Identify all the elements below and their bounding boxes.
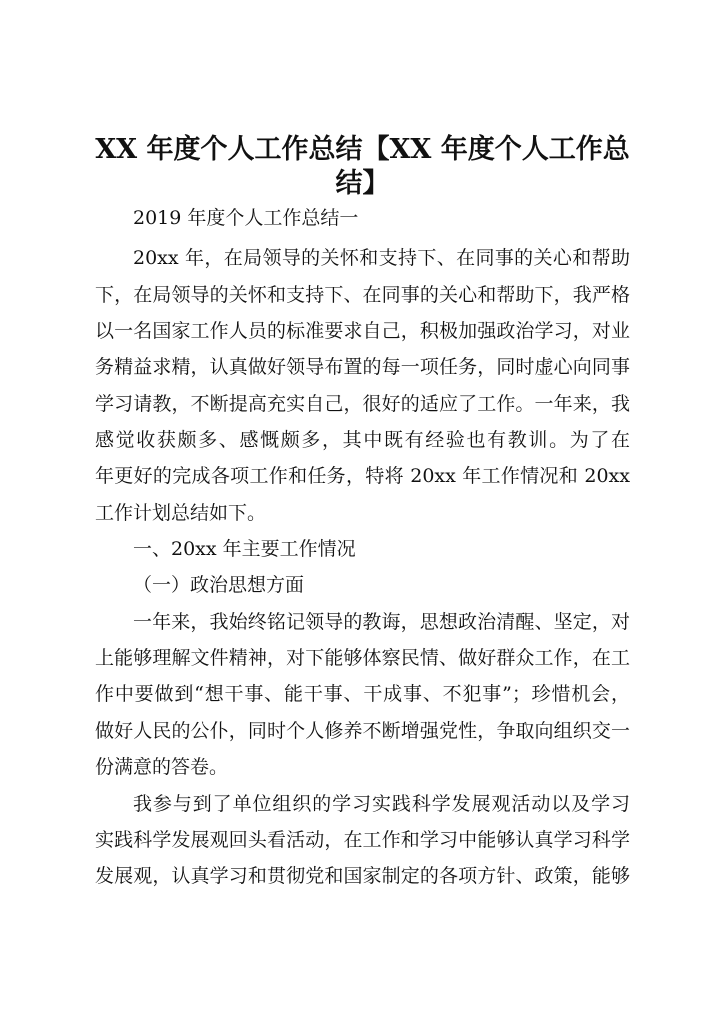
title-line-1: XX 年度个人工作总结【XX 年度个人工作总 xyxy=(95,134,630,165)
heading-line: （一）政治思想方面 xyxy=(133,574,305,597)
body-line: 20xx 年，在局领导的关怀和支持下、在同事的关心和帮助 xyxy=(133,247,630,270)
body-line: 务精益求精，认真做好领导布置的每一项任务，同时虚心向同事 xyxy=(95,356,630,379)
document-title xyxy=(95,133,630,201)
body-line: 下，在局领导的关怀和支持下、在同事的关心和帮助下，我严格 xyxy=(95,283,630,306)
body-line: 我参与到了单位组织的学习实践科学发展观活动以及学习 xyxy=(133,792,630,815)
paragraph-subtitle xyxy=(95,200,630,236)
body-line: 2019 年度个人工作总结一 xyxy=(133,207,359,229)
body-line: 一年来，我始终铭记领导的教诲，思想政治清醒、坚定，对 xyxy=(133,610,630,633)
body-line: 以一名国家工作人员的标准要求自己，积极加强政治学习，对业 xyxy=(95,320,630,343)
body-line: 感觉收获颇多、感慨颇多，其中既有经验也有教训。为了在 xyxy=(95,429,630,452)
body-line: 做好人民的公仆，同时个人修养不断增强党性，争取向组织交一 xyxy=(95,719,630,742)
heading-line: 一、20xx 年主要工作情况 xyxy=(133,538,356,561)
paragraph-political xyxy=(95,604,630,786)
body-line: 发展观，认真学习和贯彻党和国家制定的各项方针、政策，能够 xyxy=(95,865,630,888)
body-line: 份满意的答卷。 xyxy=(95,756,229,779)
body-line: 学习请教，不断提高充实自己，很好的适应了工作。一年来，我 xyxy=(95,392,630,415)
paragraph-study xyxy=(95,786,630,895)
body-line: 年更好的完成各项工作和任务，特将 20xx 年工作情况和 20xx xyxy=(95,465,630,488)
body-line: 上能够理解文件精神，对下能够体察民情、做好群众工作，在工 xyxy=(95,647,630,670)
body-line: 实践科学发展观回头看活动，在工作和学习中能够认真学习科学 xyxy=(95,828,630,851)
title-line-2: 结】 xyxy=(335,168,390,199)
paragraph-intro xyxy=(95,240,630,531)
subsection-heading xyxy=(95,567,630,603)
document-body xyxy=(95,200,630,895)
section-heading xyxy=(95,531,630,567)
body-line: 工作计划总结如下。 xyxy=(95,501,267,524)
body-line: 作中要做到“想干事、能干事、干成事、不犯事”；珍惜机会， xyxy=(95,683,630,706)
